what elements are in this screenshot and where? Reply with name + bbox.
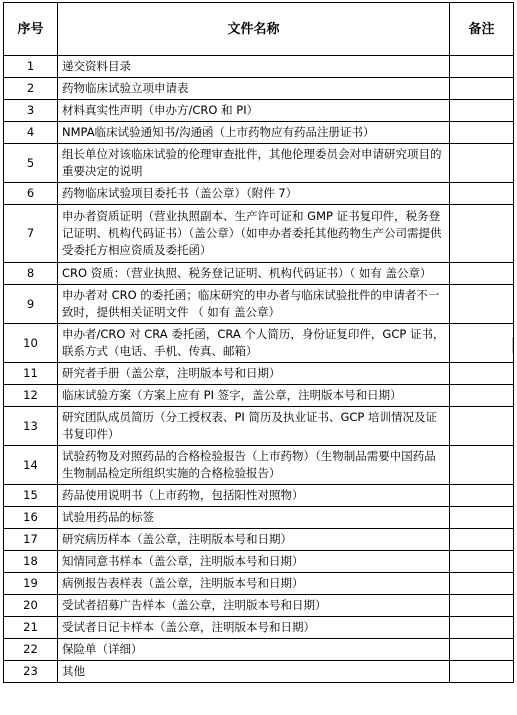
row-number: 2 (4, 78, 58, 100)
row-file-name: 申办者/CRO 对 CRA 委托函，CRA 个人简历，身份证复印件，GCP 证书，联系方式（电话、手机、传真、邮箱） (58, 324, 450, 363)
row-file-name: 药物临床试验立项申请表 (58, 78, 450, 100)
row-file-name: 受试者日记卡样本（盖公章，注明版本号和日期） (58, 617, 450, 639)
table-row (4, 507, 514, 529)
row-remarks (450, 122, 514, 144)
row-remarks (450, 183, 514, 205)
table-row (4, 407, 514, 446)
row-number: 12 (4, 385, 58, 407)
table-row (4, 363, 514, 385)
row-remarks (450, 263, 514, 285)
row-number: 18 (4, 551, 58, 573)
row-remarks (450, 446, 514, 485)
table-row (4, 78, 514, 100)
row-remarks (450, 407, 514, 446)
row-file-name: 组长单位对该临床试验的伦理审查批件，其他伦理委员会对申请研究项目的重要决定的说明 (58, 144, 450, 183)
row-file-name: 药物临床试验项目委托书（盖公章）（附件 7） (58, 183, 450, 205)
document-sheet (3, 2, 514, 683)
row-file-name: 试验用药品的标签 (58, 507, 450, 529)
table-row (4, 56, 514, 78)
table-row (4, 263, 514, 285)
row-remarks (450, 639, 514, 661)
row-number: 17 (4, 529, 58, 551)
row-file-name: 临床试验方案（方案上应有 PI 签字，盖公章，注明版本号和日期） (58, 385, 450, 407)
table-row (4, 446, 514, 485)
row-file-name: 药品使用说明书（上市药物，包括阳性对照物） (58, 485, 450, 507)
table-row (4, 485, 514, 507)
row-file-name: 材料真实性声明（申办方/CRO 和 PI） (58, 100, 450, 122)
row-number: 14 (4, 446, 58, 485)
row-remarks (450, 573, 514, 595)
row-file-name: 保险单（详细） (58, 639, 450, 661)
row-remarks (450, 324, 514, 363)
row-file-name: 研究者手册（盖公章，注明版本号和日期） (58, 363, 450, 385)
table-row (4, 639, 514, 661)
table-header-row (4, 3, 514, 56)
row-number: 10 (4, 324, 58, 363)
row-remarks (450, 617, 514, 639)
header-file-name: 文件名称 (58, 3, 450, 56)
row-remarks (450, 661, 514, 683)
row-file-name: 递交资料目录 (58, 56, 450, 78)
header-number: 序号 (4, 3, 58, 56)
table-row (4, 100, 514, 122)
row-remarks (450, 385, 514, 407)
row-file-name: 病例报告表样表（盖公章，注明版本号和日期） (58, 573, 450, 595)
row-number: 5 (4, 144, 58, 183)
table-row (4, 122, 514, 144)
row-file-name: CRO 资质：（营业执照、税务登记证明、机构代码证书）（ 如有 盖公章） (58, 263, 450, 285)
row-file-name: 申办者资质证明（营业执照副本、生产许可证和 GMP 证书复印件，税务登记证明、机构代码证书）（盖公章）（如申办者委托其他药物生产公司需提供受委托方相应资质及委托函） (58, 205, 450, 263)
table-row (4, 324, 514, 363)
row-number: 16 (4, 507, 58, 529)
row-number: 21 (4, 617, 58, 639)
row-file-name: 其他 (58, 661, 450, 683)
row-file-name: 申办者对 CRO 的委托函；临床研究的申办者与临床试验批件的申请者不一致时，提供相关证明文件 （ 如有 盖公章） (58, 285, 450, 324)
row-number: 4 (4, 122, 58, 144)
row-remarks (450, 205, 514, 263)
table-row (4, 573, 514, 595)
row-number: 7 (4, 205, 58, 263)
table-row (4, 285, 514, 324)
row-file-name: NMPA临床试验通知书/沟通函（上市药物应有药品注册证书） (58, 122, 450, 144)
row-number: 20 (4, 595, 58, 617)
table-row (4, 661, 514, 683)
table-row (4, 595, 514, 617)
row-number: 3 (4, 100, 58, 122)
margin-mark (512, 337, 513, 353)
row-remarks (450, 551, 514, 573)
row-number: 1 (4, 56, 58, 78)
row-number: 6 (4, 183, 58, 205)
table-row (4, 385, 514, 407)
header-remarks: 备注 (450, 3, 514, 56)
table-row (4, 617, 514, 639)
row-remarks (450, 56, 514, 78)
row-number: 15 (4, 485, 58, 507)
row-remarks (450, 529, 514, 551)
row-remarks (450, 485, 514, 507)
row-remarks (450, 507, 514, 529)
row-file-name: 试验药物及对照药品的合格检验报告（上市药物）（生物制品需要中国药品生物制品检定所组织实施的合格检验报告） (58, 446, 450, 485)
table-row (4, 529, 514, 551)
row-file-name: 知情同意书样本（盖公章，注明版本号和日期） (58, 551, 450, 573)
row-number: 19 (4, 573, 58, 595)
row-file-name: 研究病历样本（盖公章，注明版本号和日期） (58, 529, 450, 551)
row-remarks (450, 78, 514, 100)
row-number: 13 (4, 407, 58, 446)
row-file-name: 受试者招募广告样本（盖公章，注明版本号和日期） (58, 595, 450, 617)
row-remarks (450, 363, 514, 385)
file-list-table (3, 2, 514, 683)
row-number: 23 (4, 661, 58, 683)
row-number: 9 (4, 285, 58, 324)
row-number: 8 (4, 263, 58, 285)
table-row (4, 205, 514, 263)
table-row (4, 144, 514, 183)
table-row (4, 551, 514, 573)
row-number: 11 (4, 363, 58, 385)
row-number: 22 (4, 639, 58, 661)
row-file-name: 研究团队成员简历（分工授权表、PI 简历及执业证书、GCP 培训情况及证书复印件） (58, 407, 450, 446)
row-remarks (450, 595, 514, 617)
row-remarks (450, 285, 514, 324)
row-remarks (450, 144, 514, 183)
table-row (4, 183, 514, 205)
row-remarks (450, 100, 514, 122)
